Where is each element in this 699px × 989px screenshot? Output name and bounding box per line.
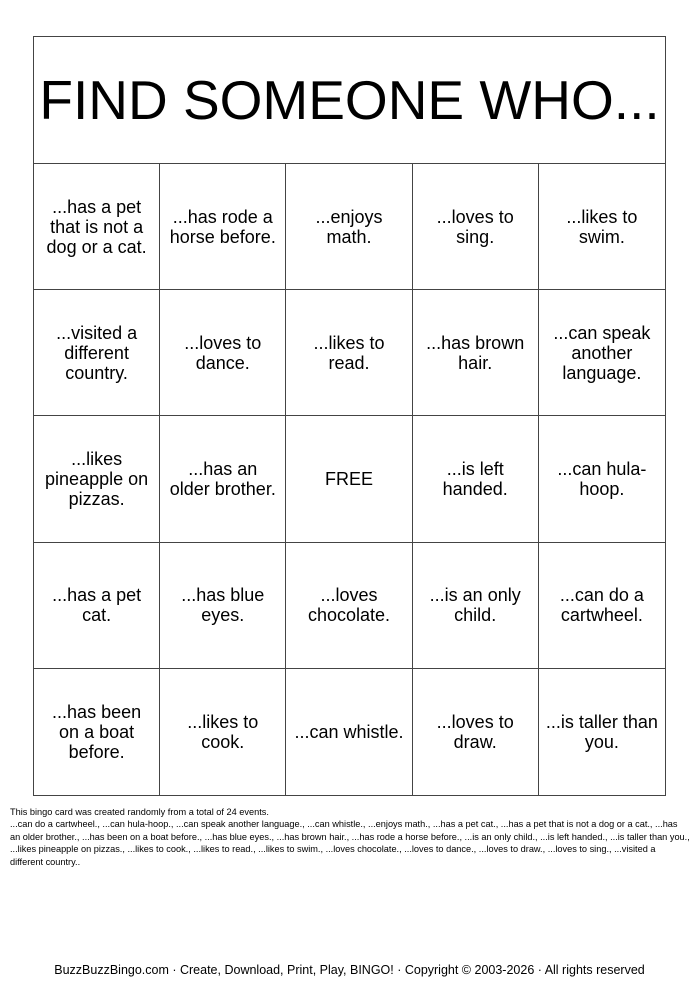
bingo-cell: ...likes to cook.: [160, 669, 286, 795]
bingo-cell: ...loves to dance.: [160, 290, 286, 416]
bingo-cell: ...can hula-hoop.: [539, 416, 665, 542]
bingo-cell: ...loves to draw.: [413, 669, 539, 795]
bingo-cell: ...has blue eyes.: [160, 543, 286, 669]
bingo-cell: ...has rode a horse before.: [160, 164, 286, 290]
site-footer: BuzzBuzzBingo.com · Create, Download, Print, Play, BINGO! · Copyright © 2003-2026 · All rights reserved: [54, 963, 645, 977]
bingo-cell: ...likes to swim.: [539, 164, 665, 290]
bingo-cell: ...is left handed.: [413, 416, 539, 542]
bingo-cell: ...can whistle.: [286, 669, 412, 795]
bingo-cell: ...likes pineapple on pizzas.: [34, 416, 160, 542]
bingo-cell: ...has a pet that is not a dog or a cat.: [34, 164, 160, 290]
card-title: FIND SOMEONE WHO...: [34, 37, 665, 164]
free-space-cell: FREE: [286, 416, 412, 542]
bingo-cell: ...has brown hair.: [413, 290, 539, 416]
bingo-card: [33, 36, 666, 796]
card-info: [10, 806, 690, 868]
bingo-grid: [34, 164, 665, 795]
bingo-cell: ...has a pet cat.: [34, 543, 160, 669]
bingo-cell: ...loves chocolate.: [286, 543, 412, 669]
bingo-cell: ...loves to sing.: [413, 164, 539, 290]
bingo-cell: ...is an only child.: [413, 543, 539, 669]
bingo-cell: ...likes to read.: [286, 290, 412, 416]
bingo-cell: ...has been on a boat before.: [34, 669, 160, 795]
bingo-cell: ...is taller than you.: [545, 711, 658, 752]
bingo-cell: ...has an older brother.: [160, 416, 286, 542]
bingo-cell: ...enjoys math.: [286, 164, 412, 290]
info-intro: This bingo card was created randomly from a total of 24 events.: [10, 807, 269, 817]
info-event-list: ...can do a cartwheel., ...can hula-hoop., ...can speak another language., ...can whistle., ...enjoys math., ...has a pet cat., ...has a pet that is not a dog or a cat., ...has an older brother., ...has been on a boat before., ...has blue eyes., ...has brown hair., ...has rode a horse before., ...is an only child., ...is left handed., ...is taller than you., ...likes pineapple on pizzas., ...likes to cook., ...likes to read., ...likes to swim., ...loves chocolate., ...loves to dance., ...loves to draw., ...loves to sing., ...visited a different country..: [10, 819, 690, 867]
bingo-cell: ...can speak another language.: [539, 290, 665, 416]
bingo-cell: ...visited a different country.: [34, 290, 160, 416]
bingo-cell: ...can do a cartwheel.: [539, 543, 665, 669]
